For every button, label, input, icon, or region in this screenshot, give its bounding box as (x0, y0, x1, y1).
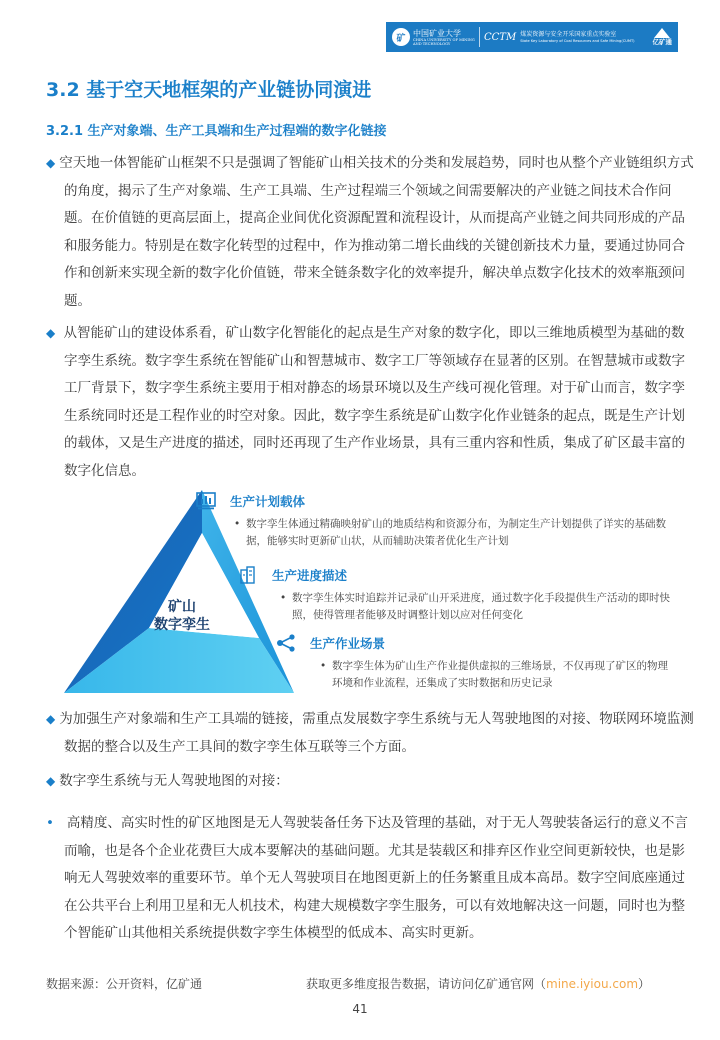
diamond-bullet-icon: ◆ (46, 774, 56, 788)
figure-item-progress (238, 566, 678, 624)
figure-item-title: 生产进度描述 (272, 568, 348, 583)
brand-logo: 亿矿通 (653, 28, 673, 46)
diamond-bullet-icon: ◆ (46, 712, 56, 726)
diamond-bullet-icon: ◆ (46, 156, 56, 170)
figure-item-plan (196, 492, 676, 550)
paragraph-3: ◆ 为加强生产对象端和生产工具端的链接，需重点发展数字孪生系统与无人驾驶地图的对接、物联网环境监测数据的整合以及生产工具间的数字孪生体互联等三个方面。 (46, 711, 694, 755)
figure-item-scene (276, 634, 676, 692)
website-link[interactable]: mine.iyiou.com (546, 977, 639, 991)
figure-item-text: • 数字孪生体通过精确映射矿山的地质结构和资源分布，为制定生产计划提供了详实的基础数据，能够实时更新矿山状，从而辅助决策者优化生产计划 (234, 518, 666, 547)
lab-logo: CCTM (484, 31, 517, 43)
share-nodes-icon (276, 634, 296, 652)
section-title: 3.2 基于空天地框架的产业链协同演进 (46, 79, 372, 101)
digital-twin-figure (46, 488, 678, 700)
bar-chart-icon (196, 492, 216, 510)
header-logo-bar (386, 22, 678, 52)
university-seal-icon: 矿 (392, 28, 410, 46)
paragraph-4: ◆ 数字孪生系统与无人驾驶地图的对接： (46, 773, 289, 789)
paragraph-2: ◆ 从智能矿山的建设体系看，矿山数字化智能化的起点是生产对象的数字化，即以三维地质模型为基础的数字孪生系统。数字孪生系统在智能矿山和智慧城市、数字工厂等领域存在显著的区别。在智慧城市或数字工厂背景下，数字孪生系统主要用于相对静态的场景环境以及生产线可视化管理。对于矿山而言，数字孪生系统同时还是工程作业的时空对象。因此，数字孪生系统是矿山数字化作业链条的起点，既是生产计划的载体，又是生产进度的描述，同时还再现了生产作业场景，具有三重内容和性质，集成了矿区最丰富的数字化信息。 (46, 325, 685, 479)
header-divider (479, 27, 480, 47)
footer-cta: 获取更多维度报告数据，请访问亿矿通官网（mine.iyiou.com） (306, 977, 651, 991)
center-label: 矿山 数字孪生 (154, 599, 210, 633)
paragraph-1: ◆ 空天地一体智能矿山框架不只是强调了智能矿山相关技术的分类和发展趋势，同时也从整个产业链组织方式的角度，揭示了生产对象端、生产工具端、生产过程端三个领域之间需要解决的产业链之间技术合作问题。在价值链的更高层面上，提高企业间优化资源配置和流程设计，从而提高产业链之间共同形成的产品和服务能力。特别是在数字化转型的过程中，作为推动第二增长曲线的关键创新技术力量，要通过协同合作和创新来实现全新的数字化价值链，带来全链条数字化的效率提升，解决单点数字化技术的效率瓶颈问题。 (46, 155, 694, 309)
lab-name: 煤炭资源与安全开采国家重点实验室 State Key Laboratory of Coal Resources and Safe Mining(CUMT) (520, 30, 635, 43)
figure-item-text: • 数字孪生体实时追踪并记录矿山开采进度，通过数字化手段提供生产活动的即时快照，使得管理者能够及时调整计划以应对任何变化 (280, 592, 670, 621)
building-icon (238, 566, 258, 584)
paragraph-5: • 高精度、高实时性的矿区地图是无人驾驶装备任务下达及管理的基础，对于无人驾驶装备运行的意义不言而喻，也是各个企业花费巨大成本要解决的基础问题。尤其是装载区和排弃区作业空间更新较快，也是影响无人驾驶效率的重要环节。单个无人驾驶项目在地图更新上的任务繁重且成本高昂。数字空间底座通过在公共平台上利用卫星和无人机技术，构建大规模数字孪生服务，可以有效地解决这一问题，同时也为整个智能矿山其他相关系统提供数字孪生体模型的低成本、高实时更新。 (46, 815, 688, 942)
figure-item-title: 生产计划载体 (230, 494, 306, 509)
figure-item-title: 生产作业场景 (310, 636, 386, 651)
dot-bullet-icon: • (46, 815, 54, 831)
figure-item-text: • 数字孪生体为矿山生产作业提供虚拟的三维场景，不仅再现了矿区的物理环境和作业流程，还集成了实时数据和历史记录 (320, 660, 668, 689)
university-logo: 中国矿业大学 CHINA UNIVERSITY OF MINING AND TECHNOLOGY (413, 28, 475, 46)
mountain-icon (654, 28, 670, 38)
page-number: 41 (352, 1002, 368, 1016)
data-source: 数据来源：公开资料，亿矿通 (46, 977, 203, 991)
diamond-bullet-icon: ◆ (46, 326, 56, 340)
subsection-title: 3.2.1 生产对象端、生产工具端和生产过程端的数字化链接 (46, 124, 387, 139)
